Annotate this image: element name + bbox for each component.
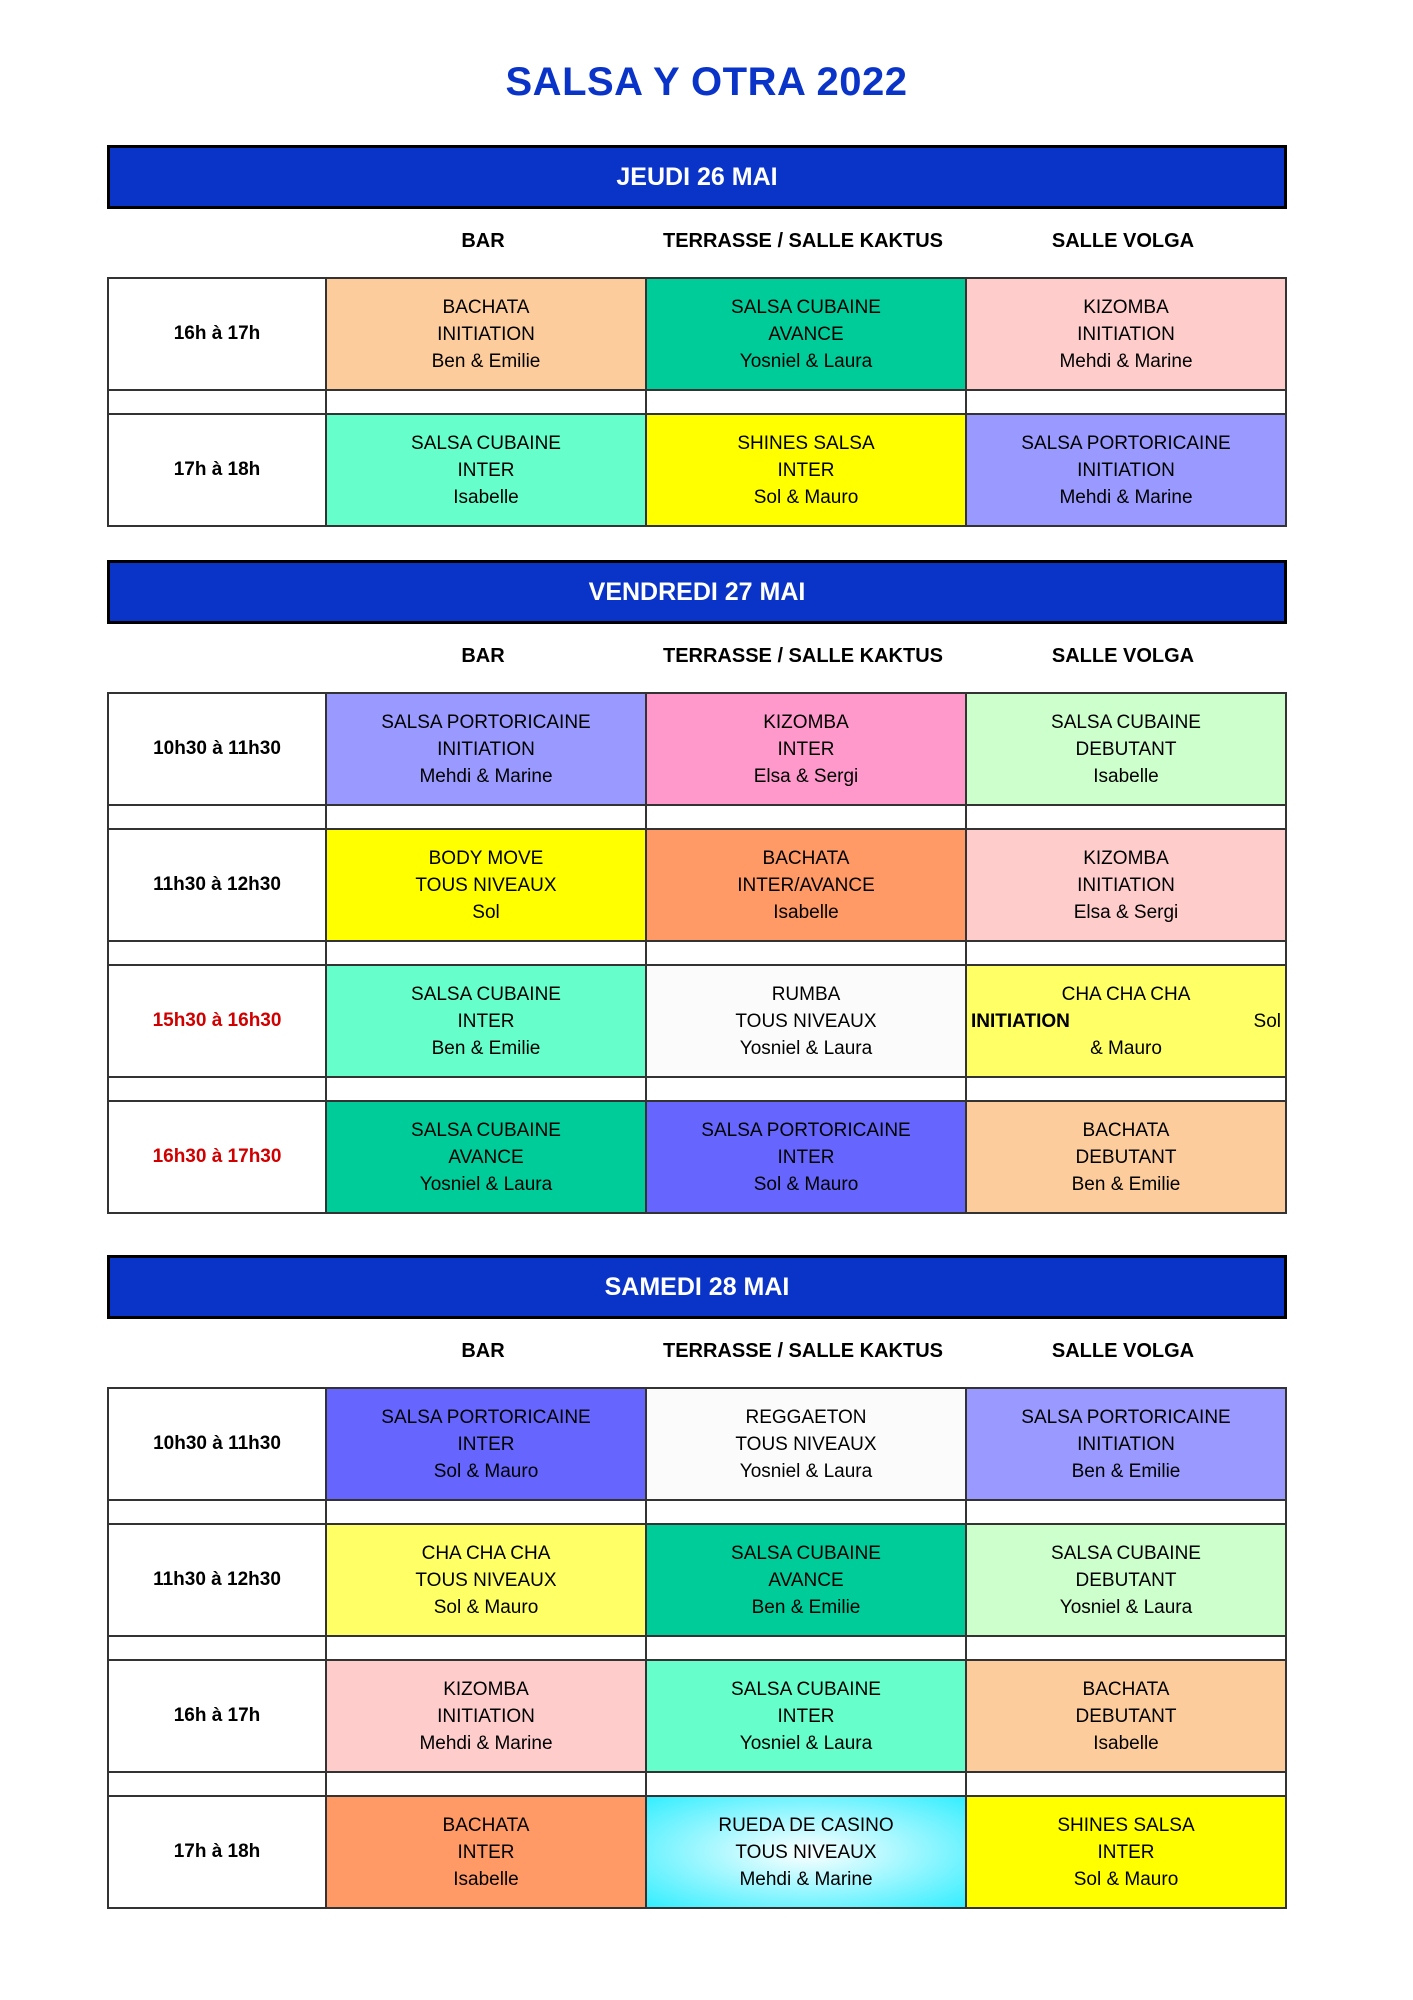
spacer-cell xyxy=(108,941,326,965)
spacer-cell xyxy=(108,1500,326,1524)
class-level: DEBUTANT xyxy=(1075,1146,1177,1168)
class-level: AVANCE xyxy=(448,1146,524,1168)
class-name: SALSA CUBAINE xyxy=(731,1542,881,1564)
class-cell xyxy=(966,278,1286,390)
class-name: SALSA CUBAINE xyxy=(1051,1542,1201,1564)
class-name: RUMBA xyxy=(771,983,841,1005)
class-cell xyxy=(646,1796,966,1908)
spacer-cell xyxy=(326,805,646,829)
column-header: BAR xyxy=(461,230,505,252)
class-level: INTER xyxy=(1097,1841,1155,1863)
spacer-cell xyxy=(646,390,966,414)
class-level: INTER xyxy=(457,1010,515,1032)
class-level: INTER/AVANCE xyxy=(737,874,875,896)
class-cell xyxy=(646,829,966,941)
spacer-cell xyxy=(326,1500,646,1524)
time-cell: 15h30 à 16h30 xyxy=(108,965,326,1077)
time-cell: 16h30 à 17h30 xyxy=(108,1101,326,1213)
class-cell xyxy=(966,1660,1286,1772)
column-headers xyxy=(107,230,1287,270)
class-cell xyxy=(646,1524,966,1636)
time-slot-row xyxy=(108,1660,1286,1772)
class-name: REGGAETON xyxy=(745,1406,867,1428)
class-name: BACHATA xyxy=(762,847,850,869)
class-teachers: Sol & Mauro xyxy=(753,1173,859,1195)
spacer-cell xyxy=(966,1500,1286,1524)
class-cell xyxy=(966,414,1286,526)
column-header: TERRASSE / SALLE KAKTUS xyxy=(662,1340,944,1362)
class-cell xyxy=(966,1388,1286,1500)
class-teachers: Sol & Mauro xyxy=(1073,1868,1179,1890)
time-cell: 17h à 18h xyxy=(108,1796,326,1908)
class-cell xyxy=(326,1524,646,1636)
class-name: SALSA CUBAINE xyxy=(411,1119,561,1141)
class-cell xyxy=(646,414,966,526)
class-teachers: Mehdi & Marine xyxy=(1059,350,1193,372)
class-name: CHA CHA CHA xyxy=(1061,983,1191,1005)
class-teachers: Mehdi & Marine xyxy=(1059,486,1193,508)
class-teachers: Mehdi & Marine xyxy=(739,1868,873,1890)
day-banner: JEUDI 26 MAI xyxy=(107,145,1287,209)
spacer-cell xyxy=(966,1772,1286,1796)
spacer-row xyxy=(108,1772,1286,1796)
class-cell xyxy=(966,1524,1286,1636)
spacer-cell xyxy=(108,1077,326,1101)
class-level: INTER xyxy=(777,738,835,760)
class-name: CHA CHA CHA xyxy=(421,1542,551,1564)
class-name: SALSA PORTORICAINE xyxy=(1021,432,1231,454)
spacer-row xyxy=(108,1636,1286,1660)
spacer-cell xyxy=(108,390,326,414)
class-cell xyxy=(326,414,646,526)
spacer-cell xyxy=(646,1077,966,1101)
class-teachers: Sol & Mauro xyxy=(433,1460,539,1482)
class-teachers: Isabelle xyxy=(1093,765,1159,787)
time-slot-row xyxy=(108,1101,1286,1213)
class-level: INTER xyxy=(457,1433,515,1455)
class-teachers: & Mauro xyxy=(1090,1037,1162,1059)
class-name: RUEDA DE CASINO xyxy=(718,1814,894,1836)
class-name: SALSA PORTORICAINE xyxy=(1021,1406,1231,1428)
spacer-cell xyxy=(646,805,966,829)
spacer-cell xyxy=(326,1636,646,1660)
time-cell: 10h30 à 11h30 xyxy=(108,693,326,805)
time-slot-row xyxy=(108,829,1286,941)
class-level: DEBUTANT xyxy=(1075,1705,1177,1727)
class-teachers: Sol & Mauro xyxy=(433,1596,539,1618)
spacer-cell xyxy=(326,1077,646,1101)
class-cell xyxy=(966,693,1286,805)
spacer-cell xyxy=(646,941,966,965)
class-cell xyxy=(966,1101,1286,1213)
class-teachers: Mehdi & Marine xyxy=(419,765,553,787)
time-cell: 16h à 17h xyxy=(108,1660,326,1772)
class-name: BACHATA xyxy=(1082,1119,1170,1141)
class-name: SALSA CUBAINE xyxy=(731,1678,881,1700)
class-level: TOUS NIVEAUX xyxy=(415,874,557,896)
time-cell: 17h à 18h xyxy=(108,414,326,526)
spacer-cell xyxy=(646,1500,966,1524)
spacer-row xyxy=(108,390,1286,414)
class-cell xyxy=(326,1101,646,1213)
class-teachers: Elsa & Sergi xyxy=(753,765,859,787)
class-name: SALSA CUBAINE xyxy=(411,432,561,454)
class-teachers: Yosniel & Laura xyxy=(1059,1596,1193,1618)
class-teacher-part: Sol xyxy=(1253,1010,1281,1032)
class-name: KIZOMBA xyxy=(1083,296,1169,318)
class-cell xyxy=(966,1796,1286,1908)
class-name: SALSA CUBAINE xyxy=(1051,711,1201,733)
column-header: SALLE VOLGA xyxy=(1051,645,1195,667)
time-cell: 11h30 à 12h30 xyxy=(108,1524,326,1636)
class-name: BODY MOVE xyxy=(428,847,544,869)
class-cell xyxy=(326,829,646,941)
class-level: DEBUTANT xyxy=(1075,738,1177,760)
class-level: TOUS NIVEAUX xyxy=(735,1841,877,1863)
column-headers xyxy=(107,1340,1287,1380)
class-level: AVANCE xyxy=(768,323,844,345)
spacer-row xyxy=(108,805,1286,829)
time-slot-row xyxy=(108,693,1286,805)
column-header: SALLE VOLGA xyxy=(1051,230,1195,252)
time-cell: 16h à 17h xyxy=(108,278,326,390)
class-name: KIZOMBA xyxy=(443,1678,529,1700)
class-cell xyxy=(646,1388,966,1500)
class-teachers: Sol xyxy=(472,901,500,923)
spacer-cell xyxy=(108,1636,326,1660)
class-teachers: Yosniel & Laura xyxy=(739,350,873,372)
class-cell xyxy=(646,1101,966,1213)
class-level: AVANCE xyxy=(768,1569,844,1591)
class-level: TOUS NIVEAUX xyxy=(415,1569,557,1591)
class-teachers: Yosniel & Laura xyxy=(739,1732,873,1754)
spacer-cell xyxy=(646,1636,966,1660)
class-cell xyxy=(326,1796,646,1908)
spacer-cell xyxy=(966,805,1286,829)
class-teachers: Elsa & Sergi xyxy=(1073,901,1179,923)
class-level: INITIATION xyxy=(437,1705,535,1727)
day-schedule-table xyxy=(107,692,1287,1214)
column-header: TERRASSE / SALLE KAKTUS xyxy=(662,230,944,252)
class-cell xyxy=(646,965,966,1077)
class-teachers: Yosniel & Laura xyxy=(739,1460,873,1482)
class-cell xyxy=(326,965,646,1077)
class-level: INITIATION xyxy=(1077,323,1175,345)
time-slot-row xyxy=(108,278,1286,390)
class-level: INTER xyxy=(457,459,515,481)
class-cell xyxy=(966,829,1286,941)
class-cell xyxy=(966,965,1286,1077)
class-teachers: Ben & Emilie xyxy=(751,1596,861,1618)
class-cell xyxy=(326,278,646,390)
column-headers xyxy=(107,645,1287,685)
class-teachers: Yosniel & Laura xyxy=(739,1037,873,1059)
class-name: SALSA CUBAINE xyxy=(731,296,881,318)
class-name: SHINES SALSA xyxy=(1057,1814,1195,1836)
class-name: SALSA PORTORICAINE xyxy=(701,1119,911,1141)
page-title: SALSA Y OTRA 2022 xyxy=(505,60,908,104)
day-schedule-table xyxy=(107,1387,1287,1909)
class-teachers: Isabelle xyxy=(1093,1732,1159,1754)
class-level: INTER xyxy=(777,459,835,481)
day-banner: SAMEDI 28 MAI xyxy=(107,1255,1287,1319)
spacer-row xyxy=(108,1077,1286,1101)
class-cell xyxy=(326,1660,646,1772)
spacer-cell xyxy=(966,1636,1286,1660)
spacer-cell xyxy=(108,805,326,829)
class-level: INITIATION xyxy=(1077,1433,1175,1455)
time-cell: 10h30 à 11h30 xyxy=(108,1388,326,1500)
class-level: DEBUTANT xyxy=(1075,1569,1177,1591)
column-header: BAR xyxy=(461,1340,505,1362)
day-schedule-table xyxy=(107,277,1287,527)
column-header: TERRASSE / SALLE KAKTUS xyxy=(662,645,944,667)
spacer-cell xyxy=(966,390,1286,414)
day-banner: VENDREDI 27 MAI xyxy=(107,560,1287,624)
spacer-cell xyxy=(966,1077,1286,1101)
class-teachers: Isabelle xyxy=(453,486,519,508)
class-teachers: Isabelle xyxy=(453,1868,519,1890)
class-teachers: Isabelle xyxy=(773,901,839,923)
time-slot-row xyxy=(108,965,1286,1077)
column-header: BAR xyxy=(461,645,505,667)
spacer-cell xyxy=(966,941,1286,965)
class-teachers: Ben & Emilie xyxy=(431,350,541,372)
class-name: SALSA CUBAINE xyxy=(411,983,561,1005)
column-header: SALLE VOLGA xyxy=(1051,1340,1195,1362)
class-teachers: Ben & Emilie xyxy=(431,1037,541,1059)
time-slot-row xyxy=(108,414,1286,526)
class-teachers: Sol & Mauro xyxy=(753,486,859,508)
class-teachers: Ben & Emilie xyxy=(1071,1460,1181,1482)
class-name: KIZOMBA xyxy=(1083,847,1169,869)
spacer-cell xyxy=(108,1772,326,1796)
class-name: KIZOMBA xyxy=(763,711,849,733)
class-name: BACHATA xyxy=(442,1814,530,1836)
class-level: INITIATION xyxy=(1077,874,1175,896)
time-cell: 11h30 à 12h30 xyxy=(108,829,326,941)
time-slot-row xyxy=(108,1388,1286,1500)
class-cell xyxy=(326,693,646,805)
time-slot-row xyxy=(108,1524,1286,1636)
spacer-row xyxy=(108,1500,1286,1524)
class-cell xyxy=(646,278,966,390)
spacer-row xyxy=(108,941,1286,965)
class-level: TOUS NIVEAUX xyxy=(735,1433,877,1455)
class-level: INITIATION xyxy=(437,738,535,760)
class-name: BACHATA xyxy=(442,296,530,318)
class-level: INITIATION xyxy=(971,1010,1070,1032)
spacer-cell xyxy=(326,941,646,965)
class-cell xyxy=(326,1388,646,1500)
class-name: SHINES SALSA xyxy=(737,432,875,454)
class-level: INTER xyxy=(457,1841,515,1863)
time-slot-row xyxy=(108,1796,1286,1908)
spacer-cell xyxy=(646,1772,966,1796)
class-name: SALSA PORTORICAINE xyxy=(381,1406,591,1428)
spacer-cell xyxy=(326,1772,646,1796)
class-level: INTER xyxy=(777,1146,835,1168)
spacer-cell xyxy=(326,390,646,414)
class-name: BACHATA xyxy=(1082,1678,1170,1700)
class-cell xyxy=(646,1660,966,1772)
class-level: INTER xyxy=(777,1705,835,1727)
class-teachers: Ben & Emilie xyxy=(1071,1173,1181,1195)
class-level-line xyxy=(967,1008,1285,1035)
class-cell xyxy=(646,693,966,805)
class-name: SALSA PORTORICAINE xyxy=(381,711,591,733)
class-level: INITIATION xyxy=(437,323,535,345)
class-level: TOUS NIVEAUX xyxy=(735,1010,877,1032)
class-level: INITIATION xyxy=(1077,459,1175,481)
class-teachers: Yosniel & Laura xyxy=(419,1173,553,1195)
class-teachers: Mehdi & Marine xyxy=(419,1732,553,1754)
